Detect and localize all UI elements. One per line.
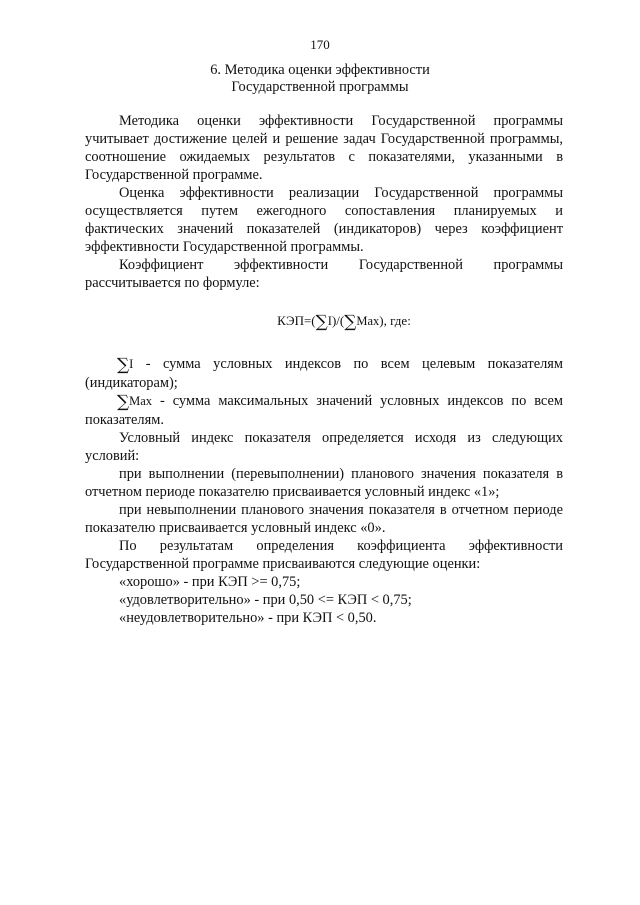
rating-good: «хорошо» - при КЭП >= 0,75;	[119, 574, 301, 590]
paragraph-index-one: при выполнении (перевыполнении) планового значения показателя в отчетном периоде показателю присваивается условный индекс «1»;	[85, 466, 563, 500]
paragraph-methodology: Методика оценки эффективности Государственной программы учитывает достижение целей и решение задач Государственной программы, соотношение ожидаемых результатов с показателями, указанными в Государственной программе.	[85, 113, 563, 183]
paragraph-conditional-index: Условный индекс показателя определяется исходя из следующих условий:	[85, 430, 563, 464]
definition-sum-i	[85, 355, 563, 392]
paragraph-index-zero: при невыполнении планового значения показателя в отчетном периоде показателю присваивается условный индекс «0».	[85, 502, 563, 536]
rating-satisfactory: «удовлетворительно» - при 0,50 <= КЭП < 0,75;	[119, 592, 412, 608]
paragraph-ratings: По результатам определения коэффициента эффективности Государственной программе присваиваются следующие оценки:	[85, 538, 563, 572]
sigma-icon: ∑	[117, 392, 130, 412]
formula-i: I	[327, 314, 332, 328]
definition-max-text: - сумма максимальных значений условных индексов по всем показателям.	[85, 393, 563, 428]
formula-max: Max	[356, 314, 380, 328]
definition-sum-max	[85, 392, 563, 429]
definition-max-symbol: Max	[129, 394, 153, 408]
sigma-icon: ∑	[344, 312, 357, 332]
rating-unsatisfactory: «неудовлетворительно» - при КЭП < 0,50.	[119, 610, 377, 626]
formula-lhs: КЭП=(	[277, 313, 316, 328]
formula-mid: )/(	[331, 313, 345, 328]
sigma-icon: ∑	[315, 312, 328, 332]
formula	[125, 312, 563, 331]
paragraph-evaluation: Оценка эффективности реализации Государственной программы осуществляется путем ежегодного сопоставления планируемых и фактических значений показателей (индикаторов) через коэффициент эффективности Государственной программы.	[85, 185, 563, 255]
page-number: 170	[310, 37, 330, 52]
document-body	[85, 112, 563, 627]
section-title-line2: Государственной программы	[231, 79, 409, 95]
definition-i-text: - сумма условных индексов по всем целевым показателям (индикаторам);	[85, 356, 563, 391]
formula-end: ), где:	[379, 313, 411, 328]
definition-i-symbol: I	[129, 357, 134, 371]
section-title-line1: 6. Методика оценки эффективности	[210, 62, 430, 78]
paragraph-coefficient: Коэффициент эффективности Государственной программы рассчитывается по формуле:	[85, 257, 563, 291]
section-title	[0, 62, 640, 96]
sigma-icon: ∑	[117, 355, 130, 375]
